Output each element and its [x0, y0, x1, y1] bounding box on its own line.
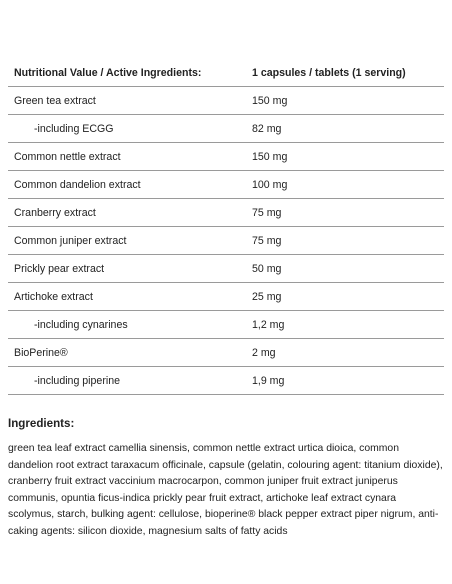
ingredient-name: Cranberry extract	[14, 206, 96, 219]
ingredient-amount: 1,9 mg	[252, 374, 285, 387]
ingredient-name: Common juniper extract	[14, 234, 127, 247]
ingredient-amount: 2 mg	[252, 346, 276, 359]
ingredient-name: -including ECGG	[34, 122, 114, 135]
ingredient-amount: 75 mg	[252, 206, 282, 219]
ingredient-amount: 50 mg	[252, 262, 282, 275]
table-row	[8, 171, 444, 199]
ingredient-name: Prickly pear extract	[14, 262, 105, 275]
ingredients-text: green tea leaf extract camellia sinensis, common nettle extract urtica dioica, common dandelion root extract taraxacum officinale, capsule (gelatin, colouring agent: titanium dioxide), cranberry fruit extract vaccinium macrocarpon, common juniper fruit extract juniperus communis, opuntia ficus-indica prickly pear fruit extract, artichoke leaf extract cynara scolymus, starch, bulking agent: cellulose, bioperine® black pepper extract piper nigrum, anti-caking agents: silicon dioxide, magnesium salts of fatty acids	[8, 443, 443, 537]
ingredient-amount: 100 mg	[252, 178, 288, 191]
table-row	[8, 199, 444, 227]
table-row	[8, 311, 444, 339]
table-row	[8, 283, 444, 311]
ingredient-amount: 150 mg	[252, 94, 288, 107]
ingredients-title: Ingredients:	[8, 417, 75, 430]
ingredient-amount: 75 mg	[252, 234, 282, 247]
table-row	[8, 115, 444, 143]
ingredient-amount: 25 mg	[252, 290, 282, 303]
ingredient-name: Artichoke extract	[14, 290, 93, 303]
ingredient-name: Common nettle extract	[14, 150, 121, 163]
table-row	[8, 339, 444, 367]
nutrition-table	[8, 60, 444, 395]
ingredient-amount: 1,2 mg	[252, 318, 285, 331]
table-row	[8, 143, 444, 171]
ingredient-amount: 150 mg	[252, 150, 288, 163]
header-name: Nutritional Value / Active Ingredients:	[14, 67, 202, 79]
ingredient-name: -including cynarines	[34, 318, 128, 331]
ingredient-amount: 82 mg	[252, 122, 282, 135]
ingredient-name: Common dandelion extract	[14, 178, 141, 191]
table-header-row	[8, 60, 444, 87]
header-value: 1 capsules / tablets (1 serving)	[252, 67, 406, 79]
table-body	[8, 87, 444, 395]
table-row	[8, 87, 444, 115]
ingredient-name: BioPerine®	[14, 346, 68, 359]
ingredient-name: Green tea extract	[14, 94, 96, 107]
table-row	[8, 227, 444, 255]
table-row	[8, 255, 444, 283]
table-row	[8, 367, 444, 395]
ingredient-name: -including piperine	[34, 374, 120, 387]
